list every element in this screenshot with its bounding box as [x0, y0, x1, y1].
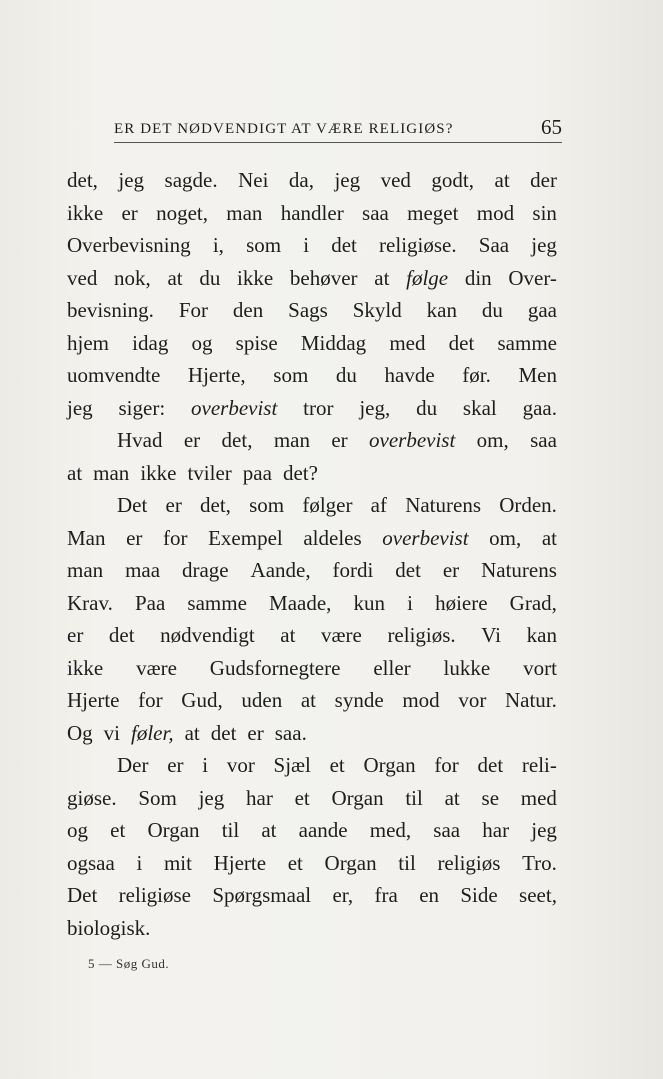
text-line: Det er det, som følger af Naturens Orden.	[117, 493, 557, 517]
text-line: er det nødvendigt at være religiøs. Vi kan	[67, 623, 557, 647]
text-line: Man er for Exempel aldeles overbevist om, at	[67, 525, 557, 550]
page-number: 65	[541, 115, 562, 139]
text-line: Der er i vor Sjæl et Organ for det reli-	[117, 753, 557, 777]
body-text	[67, 164, 557, 944]
text-line: bevisning. For den Sags Skyld kan du gaa	[67, 298, 557, 322]
text-line: ved nok, at du ikke behøver at følge din Over-	[67, 265, 557, 290]
text-line: Hjerte for Gud, uden at synde mod vor Natur.	[67, 688, 557, 712]
text-line: giøse. Som jeg har et Organ til at se med	[67, 785, 557, 810]
text-line: uomvendte Hjerte, som du havde før. Men	[67, 363, 557, 387]
text-line: at man ikke tviler paa det?	[67, 460, 318, 485]
text-line: man maa drage Aande, fordi det er Naturens	[67, 558, 557, 582]
text-line: ikke være Gudsfornegtere eller lukke vort	[67, 655, 557, 680]
text-line: ogsaa i mit Hjerte et Organ til religiøs Tro.	[67, 850, 557, 875]
text-line: det, jeg sagde. Nei da, jeg ved godt, at der	[67, 168, 557, 192]
text-line: Det religiøse Spørgsmaal er, fra en Side seet,	[67, 883, 557, 907]
chapter-title: ER DET NØDVENDIGT AT VÆRE RELIGIØS?	[114, 121, 454, 137]
running-header	[114, 116, 562, 143]
text-line: og et Organ til at aande med, saa har jeg	[67, 818, 557, 842]
text-line: jeg siger: overbevist tror jeg, du skal gaa.	[67, 395, 557, 420]
text-line: Og vi føler, at det er saa.	[67, 720, 307, 745]
text-line: ikke er noget, man handler saa meget mod sin	[67, 200, 557, 225]
text-line: Krav. Paa samme Maade, kun i høiere Grad,	[67, 590, 557, 615]
text-line: hjem idag og spise Middag med det samme	[67, 330, 557, 355]
text-line: biologisk.	[67, 915, 151, 940]
text-line: Overbevisning i, som i det religiøse. Saa jeg	[67, 233, 557, 257]
text-line: Hvad er det, man er overbevist om, saa	[117, 428, 557, 452]
signature-mark: 5 — Søg Gud.	[88, 956, 170, 971]
